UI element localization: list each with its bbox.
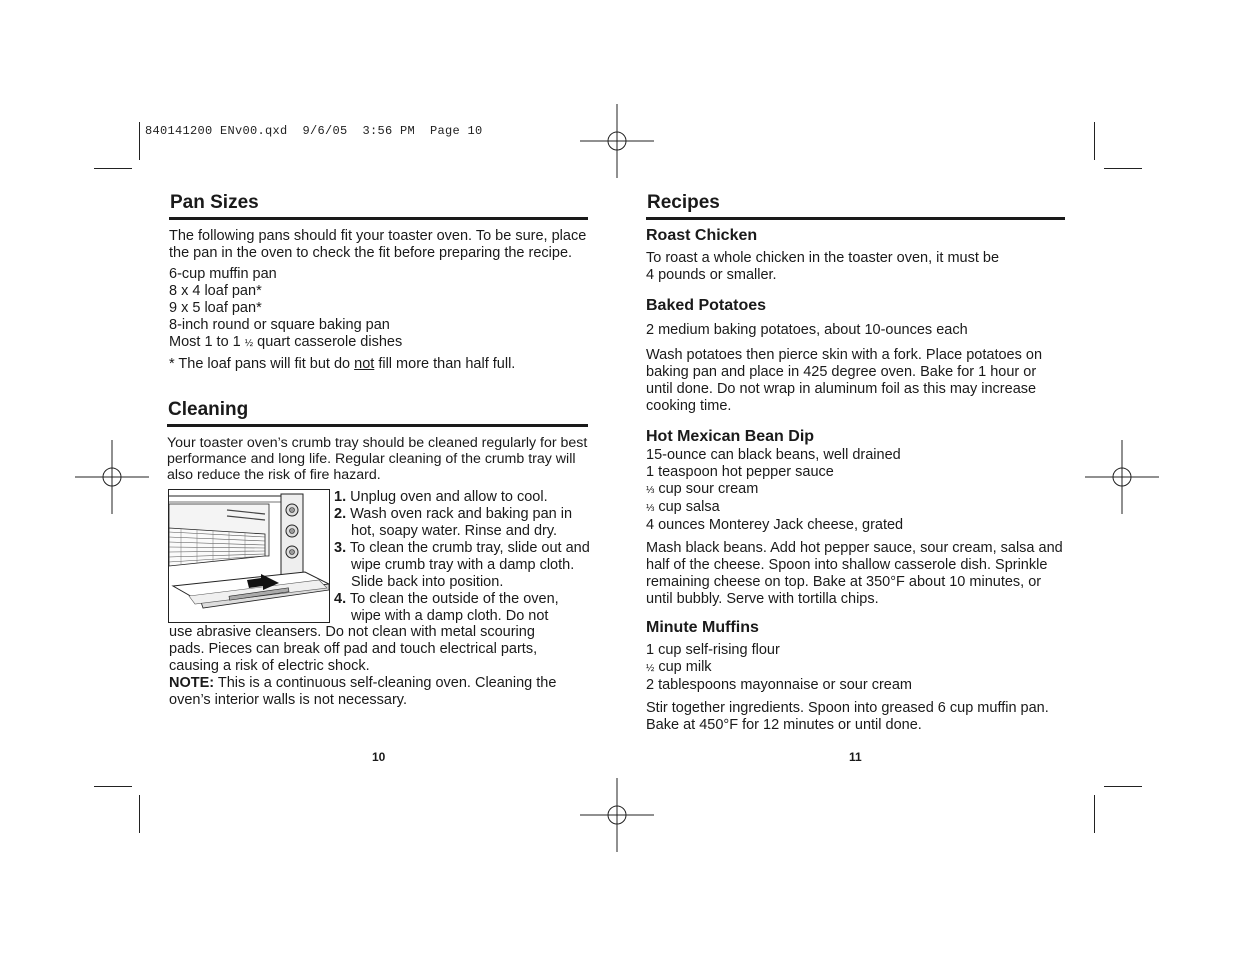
pan-list-item: 8-inch round or square baking pan bbox=[169, 317, 390, 333]
note-label: NOTE: bbox=[169, 675, 215, 691]
recipe-title-baked-potatoes: Baked Potatoes bbox=[646, 297, 767, 314]
cleaning-continuation: use abrasive cleansers. Do not clean with metal scouring pads. Pieces can break off pad and touch electrical parts, causing a risk of electric shock. bbox=[169, 624, 538, 674]
toaster-oven-crumb-tray-illustration bbox=[168, 489, 330, 623]
cleaning-note bbox=[169, 675, 584, 709]
pan-list-item-suffix: quart casserole dishes bbox=[253, 334, 403, 350]
ingredient-text: cup salsa bbox=[654, 499, 720, 515]
bean-dip-directions: Mash black beans. Add hot pepper sauce, sour cream, salsa and half of the cheese. Spoon into shallow casserole dish. Sprinkle remaining cheese on top. Bake at 350°F about 10 minutes, or until bubbly. Serve with tortilla chips. bbox=[646, 540, 1063, 607]
ingredient-text: cup milk bbox=[654, 659, 712, 675]
crop-mark bbox=[139, 795, 140, 833]
note-text: This is a continuous self-cleaning oven. Cleaning the oven’s interior walls is not necessary. bbox=[169, 675, 557, 708]
pan-list bbox=[169, 266, 588, 352]
step-number: 4. bbox=[334, 591, 347, 607]
loaf-note-prefix: * The loaf pans will fit but do bbox=[169, 356, 355, 372]
loaf-note-emphasis: not bbox=[354, 356, 375, 372]
recipe-title-bean-dip: Hot Mexican Bean Dip bbox=[646, 428, 815, 445]
bean-dip-ingredients bbox=[646, 447, 1065, 534]
pan-list-item: 9 x 5 loaf pan* bbox=[169, 300, 262, 316]
registration-mark-icon bbox=[580, 104, 654, 178]
crop-mark bbox=[1104, 168, 1142, 169]
pan-list-item: 6-cup muffin pan bbox=[169, 266, 277, 282]
muffins-ingredients bbox=[646, 642, 1065, 694]
cleaning-step bbox=[334, 540, 590, 591]
step-text: Unplug oven and allow to cool. bbox=[350, 489, 548, 505]
ingredient-line: 4 ounces Monterey Jack cheese, grated bbox=[646, 517, 904, 533]
registration-mark-icon bbox=[1085, 440, 1159, 514]
file-slug: 840141200 ENv00.qxd 9/6/05 3:56 PM Page 10 bbox=[145, 124, 483, 138]
cleaning-intro: Your toaster oven’s crumb tray should be cleaned regularly for best performance and long life. Regular cleaning of the crumb tray will also reduce the risk of fire hazard. bbox=[167, 435, 588, 483]
cleaning-step bbox=[334, 489, 590, 506]
pan-sizes-heading: Pan Sizes bbox=[169, 192, 588, 220]
fraction: ⅓ bbox=[646, 503, 655, 514]
ingredient-line: 1 teaspoon hot pepper sauce bbox=[646, 464, 834, 480]
crop-mark bbox=[94, 168, 132, 169]
baked-potatoes-ingredient: 2 medium baking potatoes, about 10-ounces each bbox=[646, 322, 968, 338]
baked-potatoes-directions: Wash potatoes then pierce skin with a fork. Place potatoes on baking pan and place in 425 degree oven. Bake for 1 hour or until done. Do not wrap in aluminum foil as this may increase cooking time. bbox=[646, 347, 1043, 414]
registration-mark-icon bbox=[580, 778, 654, 852]
ingredient-line: 15-ounce can black beans, well drained bbox=[646, 447, 901, 463]
ingredient-line bbox=[646, 659, 1065, 677]
recipe-title-roast-chicken: Roast Chicken bbox=[646, 227, 758, 244]
ingredient-line: 2 tablespoons mayonnaise or sour cream bbox=[646, 677, 912, 693]
crop-mark bbox=[139, 122, 140, 160]
page-number-right: 11 bbox=[849, 750, 862, 764]
right-page bbox=[646, 192, 1065, 734]
step-text: To clean the outside of the oven, wipe with a damp cloth. Do not bbox=[349, 591, 559, 624]
pan-list-item: 8 x 4 loaf pan* bbox=[169, 283, 262, 299]
roast-chicken-text bbox=[646, 250, 1065, 284]
page-number-left: 10 bbox=[372, 750, 386, 764]
recipes-heading: Recipes bbox=[646, 192, 1065, 220]
roast-chicken-line: To roast a whole chicken in the toaster oven, it must be bbox=[646, 250, 1000, 266]
crop-mark bbox=[1094, 122, 1095, 160]
cleaning-steps-block bbox=[168, 489, 588, 625]
cleaning-step bbox=[334, 506, 590, 540]
fraction: ½ bbox=[646, 663, 655, 674]
crop-mark bbox=[94, 786, 132, 787]
ingredient-line bbox=[646, 499, 1065, 517]
ingredient-line: 1 cup self-rising flour bbox=[646, 642, 780, 658]
roast-chicken-line: 4 pounds or smaller. bbox=[646, 267, 777, 283]
recipe-title-minute-muffins: Minute Muffins bbox=[646, 619, 759, 636]
loaf-pan-note bbox=[169, 356, 588, 373]
loaf-note-suffix: fill more than half full. bbox=[374, 356, 516, 372]
step-text: Wash oven rack and baking pan in hot, soapy water. Rinse and dry. bbox=[350, 506, 573, 539]
cleaning-step bbox=[334, 591, 590, 625]
step-number: 3. bbox=[334, 540, 347, 556]
step-text: To clean the crumb tray, slide out and wipe crumb tray with a damp cloth. Slide back into position. bbox=[349, 540, 590, 590]
crop-mark bbox=[1104, 786, 1142, 787]
cleaning-steps bbox=[334, 489, 590, 625]
crop-mark bbox=[1094, 795, 1095, 833]
fraction: ½ bbox=[244, 338, 254, 349]
ingredient-text: cup sour cream bbox=[654, 481, 759, 497]
step-number: 2. bbox=[334, 506, 347, 522]
step-number: 1. bbox=[334, 489, 347, 505]
registration-mark-icon bbox=[75, 440, 149, 514]
fraction: ⅓ bbox=[646, 485, 655, 496]
ingredient-line bbox=[646, 481, 1065, 499]
pan-list-item bbox=[169, 334, 588, 352]
cleaning-heading: Cleaning bbox=[167, 399, 588, 427]
pan-sizes-intro: The following pans should fit your toaster oven. To be sure, place the pan in the oven to check the fit before preparing the recipe. bbox=[169, 228, 587, 261]
left-page bbox=[169, 192, 588, 709]
muffins-directions: Stir together ingredients. Spoon into greased 6 cup muffin pan. Bake at 450°F for 12 minutes or until done. bbox=[646, 700, 1049, 733]
pan-list-item-prefix: Most 1 to 1 bbox=[169, 334, 245, 350]
